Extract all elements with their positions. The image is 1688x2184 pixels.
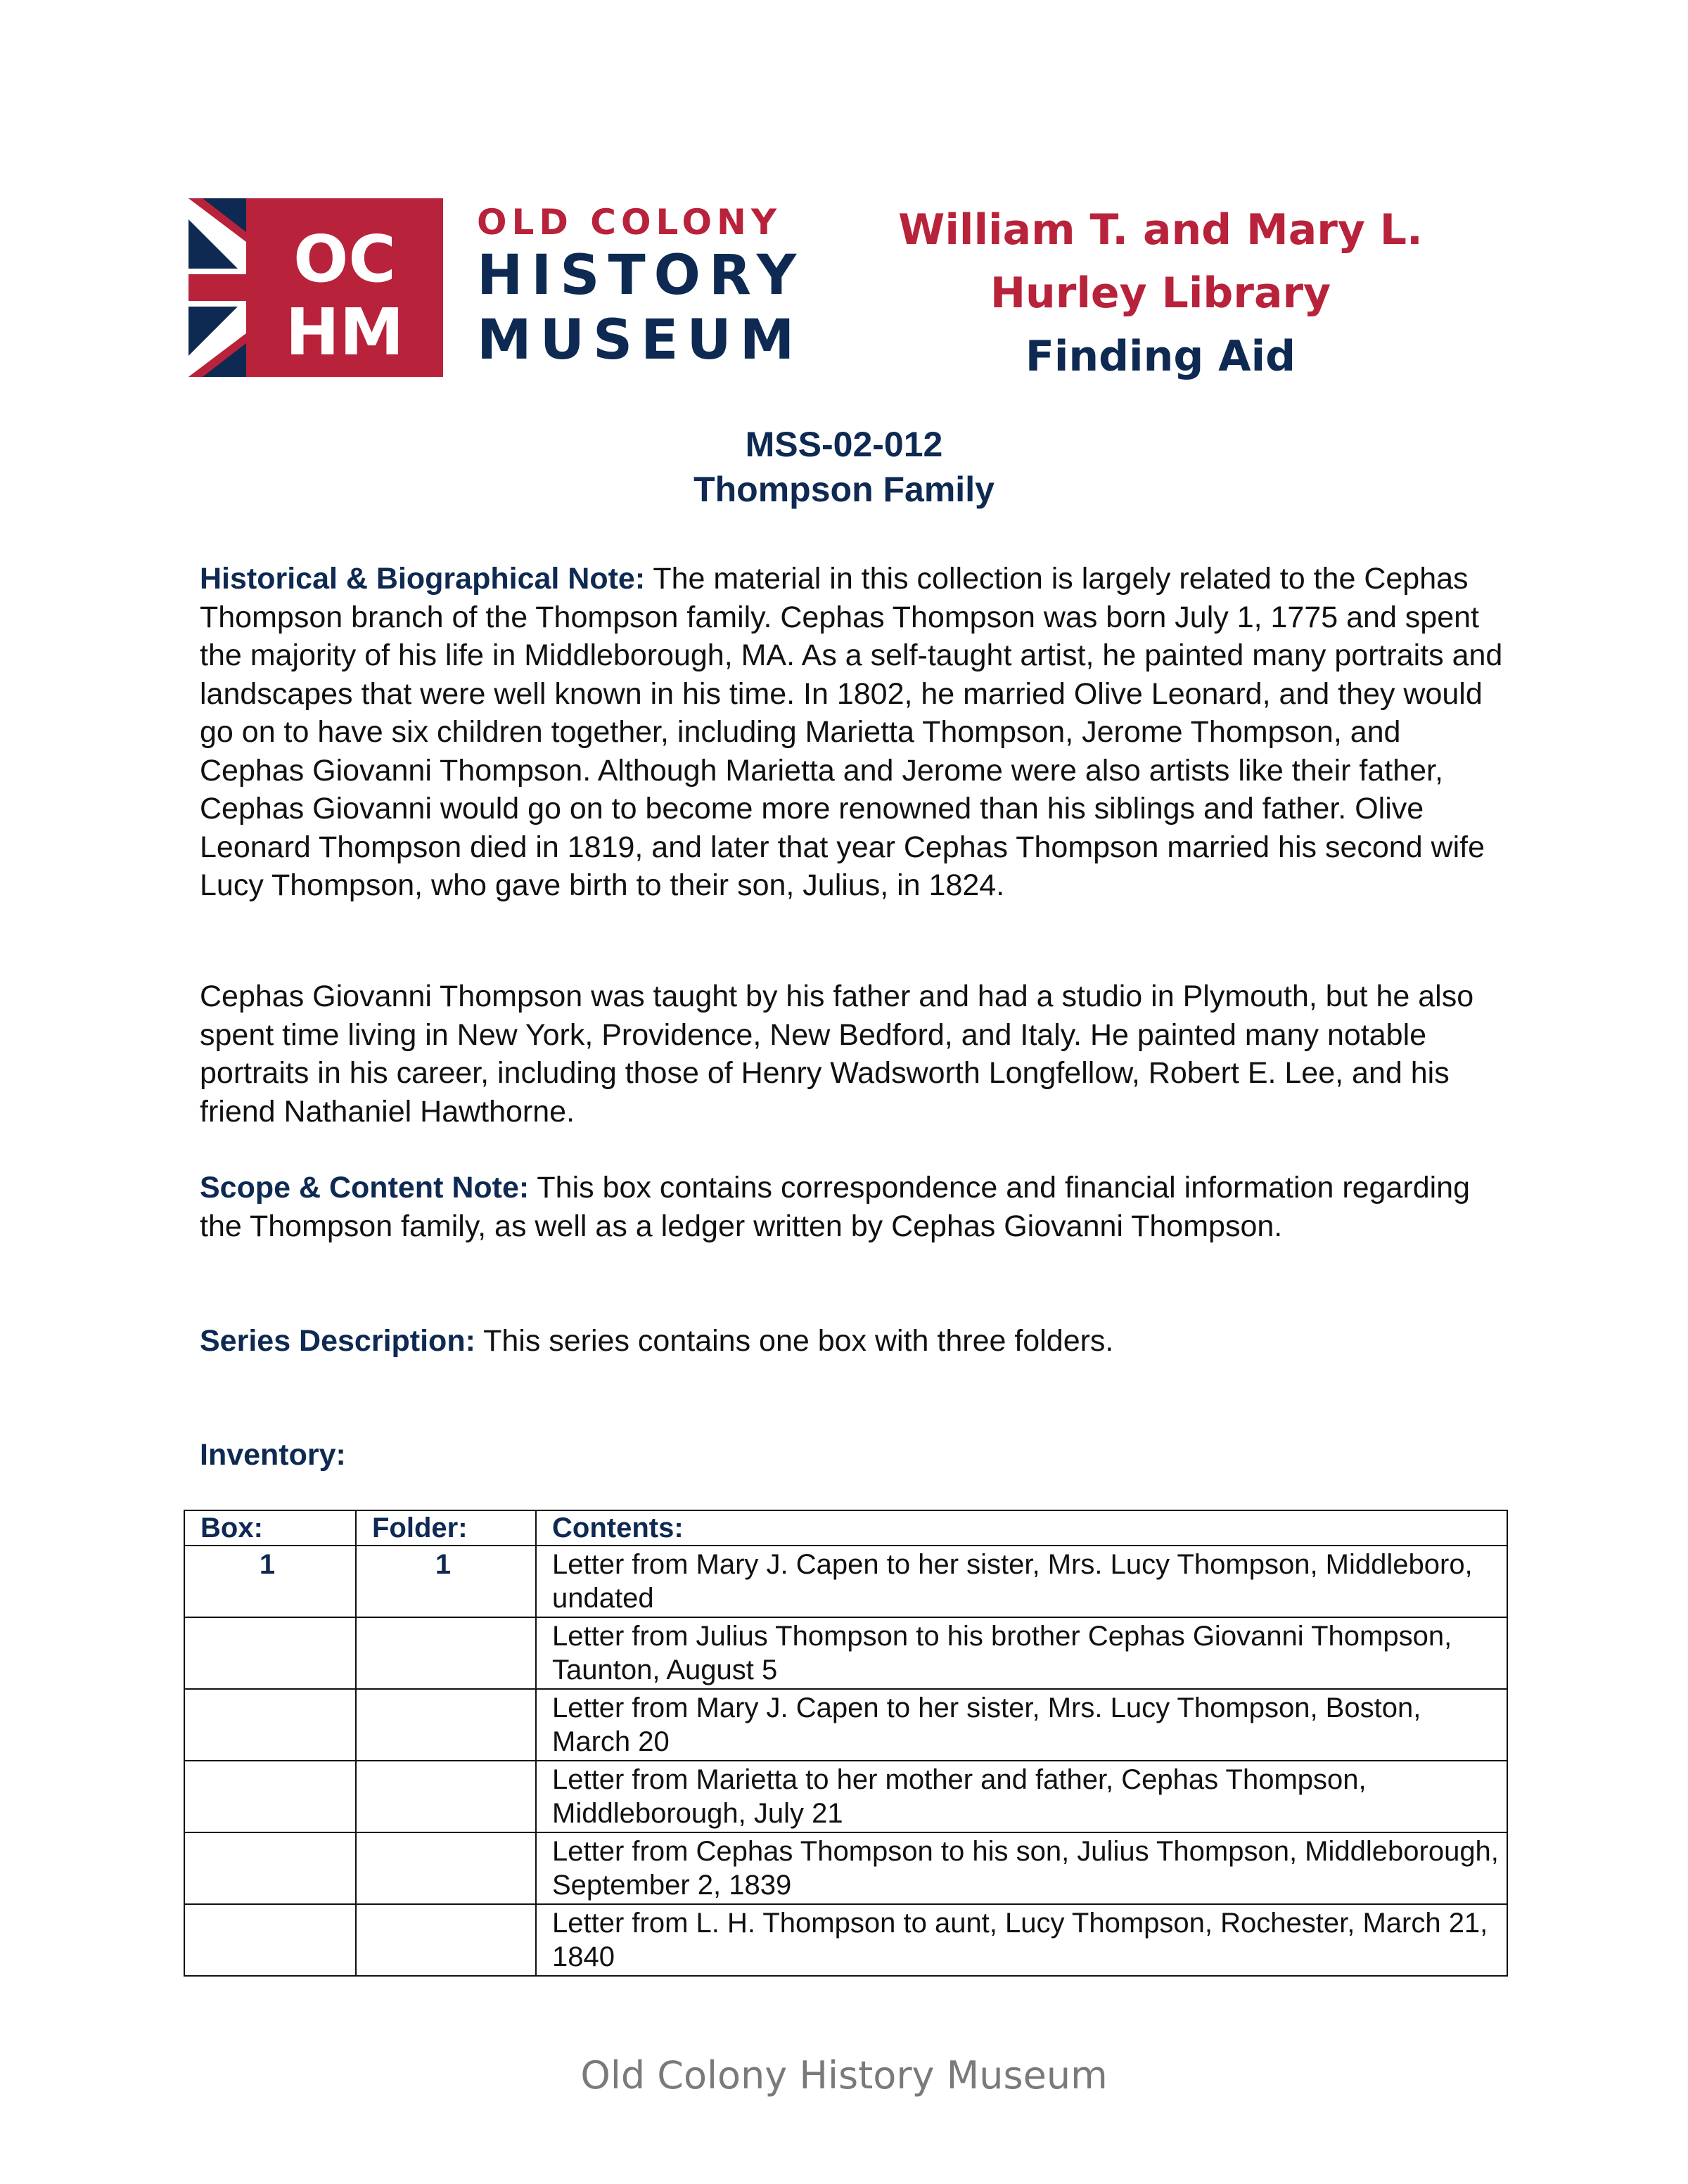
inventory-header-row xyxy=(184,1510,1507,1546)
series-text: This series contains one box with three folders. xyxy=(475,1324,1114,1358)
cell-folder xyxy=(356,1832,536,1904)
logo-line-history: HISTORY xyxy=(477,244,805,307)
cell-box xyxy=(184,1832,356,1904)
museum-logo xyxy=(188,198,807,378)
cell-folder xyxy=(356,1761,536,1832)
library-name-line2: Hurley Library xyxy=(990,269,1331,318)
header-box: Box: xyxy=(184,1510,356,1546)
header-folder: Folder: xyxy=(356,1510,536,1546)
scope-content-note xyxy=(200,1169,1508,1245)
table-row xyxy=(184,1832,1507,1904)
library-heading xyxy=(872,198,1449,388)
collection-id: MSS-02-012 xyxy=(745,425,943,464)
union-jack-monogram-icon xyxy=(188,198,443,377)
collection-title xyxy=(0,422,1688,512)
cell-contents: Letter from Julius Thompson to his brother Cephas Giovanni Thompson, Taunton, August 5 xyxy=(536,1617,1507,1689)
cell-contents: Letter from L. H. Thompson to aunt, Lucy Thompson, Rochester, March 21, 1840 xyxy=(536,1904,1507,1976)
cell-contents: Letter from Marietta to her mother and father, Cephas Thompson, Middleborough, July 21 xyxy=(536,1761,1507,1832)
logo-wordmark xyxy=(477,198,805,373)
cell-box xyxy=(184,1689,356,1761)
cell-box: 1 xyxy=(184,1546,356,1617)
series-label: Series Description: xyxy=(200,1324,475,1358)
inventory-heading: Inventory: xyxy=(200,1438,346,1472)
logo-monogram-bottom: HM xyxy=(285,295,404,370)
scope-note-text: This box contains correspondence and financial information regarding the Thompson family, as well as a ledger written by Cephas Giovanni Thompson. xyxy=(200,1171,1471,1243)
series-description xyxy=(200,1322,1508,1361)
library-name-line1: William T. and Mary L. xyxy=(898,205,1423,255)
page-footer: Old Colony History Museum xyxy=(580,2053,1108,2098)
table-row xyxy=(184,1546,1507,1617)
cell-box xyxy=(184,1904,356,1976)
finding-aid-label: Finding Aid xyxy=(1025,332,1296,381)
header-contents: Contents: xyxy=(536,1510,1507,1546)
cell-folder xyxy=(356,1904,536,1976)
cell-contents: Letter from Mary J. Capen to her sister, Mrs. Lucy Thompson, Boston, March 20 xyxy=(536,1689,1507,1761)
historical-note xyxy=(200,560,1508,905)
cell-folder xyxy=(356,1689,536,1761)
cell-box xyxy=(184,1617,356,1689)
logo-line-museum: MUSEUM xyxy=(477,309,803,372)
cell-folder xyxy=(356,1617,536,1689)
cell-contents: Letter from Mary J. Capen to her sister, Mrs. Lucy Thompson, Middleboro, undated xyxy=(536,1546,1507,1617)
table-row xyxy=(184,1761,1507,1832)
cell-folder: 1 xyxy=(356,1546,536,1617)
historical-note-label: Historical & Biographical Note: xyxy=(200,562,646,596)
table-row xyxy=(184,1689,1507,1761)
table-row xyxy=(184,1617,1507,1689)
logo-monogram-top: OC xyxy=(293,221,396,297)
collection-name: Thompson Family xyxy=(693,470,995,509)
scope-note-label: Scope & Content Note: xyxy=(200,1171,530,1205)
inventory-table xyxy=(184,1510,1508,1977)
cell-box xyxy=(184,1761,356,1832)
table-row xyxy=(184,1904,1507,1976)
logo-line-old-colony: OLD COLONY xyxy=(477,202,782,243)
historical-note-paragraph-2: Cephas Giovanni Thompson was taught by his father and had a studio in Plymouth, but he also spent time living in New York, Providence, New Bedford, and Italy. He painted many notable portraits in his career, including those of Henry Wadsworth Longfellow, Robert E. Lee, and his friend Nathaniel Hawthorne. xyxy=(200,979,1474,1129)
cell-contents: Letter from Cephas Thompson to his son, Julius Thompson, Middleborough, September 2, 1839 xyxy=(536,1832,1507,1904)
historical-note-text: The material in this collection is largely related to the Cephas Thompson branch of the Thompson family. Cephas Thompson was born July 1, 1775 and spent the majority of his life in Middleborough, MA. As a self-taught artist, he painted many portraits and landscapes that were well known in his time. In 1802, he married Olive Leonard, and they would go on to have six children together, including Marietta Thompson, Jerome Thompson, and Cephas Giovanni Thompson. Although Marietta and Jerome were also artists like their father, Cephas Giovanni would go on to become more renowned than his siblings and father. Olive Leonard Thompson died in 1819, and later that year Cephas Thompson married his second wife Lucy Thompson, who gave birth to their son, Julius, in 1824. xyxy=(200,562,1503,902)
